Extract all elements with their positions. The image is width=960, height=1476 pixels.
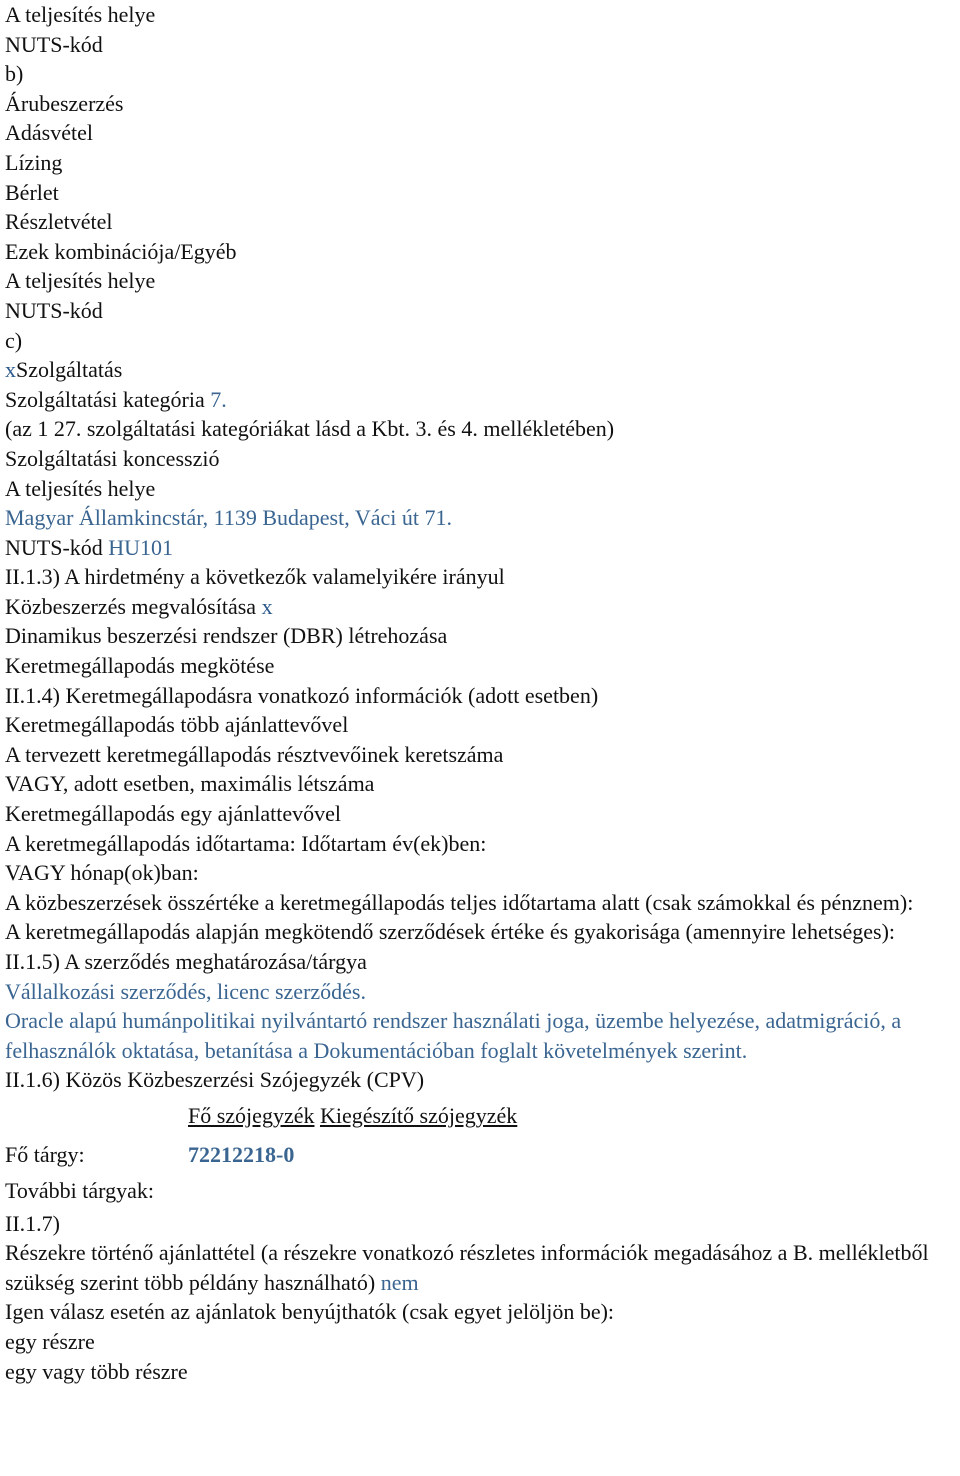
service-category-line <box>5 385 957 415</box>
nuts-line <box>5 533 957 563</box>
nuts-value: HU101 <box>108 534 174 560</box>
framework-info-line: VAGY, adott esetben, maximális létszáma <box>5 771 375 797</box>
section-ii14-heading: II.1.4) Keretmegállapodásra vonatkozó információk (adott esetben) <box>5 682 599 708</box>
goods-option: Bérlet <box>5 179 59 205</box>
place-label: A teljesítés helye <box>5 2 156 27</box>
nuts-label: NUTS-kód <box>5 297 103 323</box>
framework-contract-value: A keretmegállapodás alapján megkötendő szerződések értéke és gyakorisága (amennyire lehetséges): <box>5 919 896 945</box>
cpv-column-headers <box>5 1101 957 1131</box>
framework-info-line: Keretmegállapodás több ajánlattevővel <box>5 712 349 738</box>
framework-total-value: A közbeszerzések összértéke a keretmegállapodás teljes időtartama alatt (csak számokkal és pénznem): <box>5 889 914 915</box>
framework-option: Keretmegállapodás megkötése <box>5 653 275 679</box>
lots-followup: Igen válasz esetén az ajánlatok benyújthatók (csak egyet jelöljön be): <box>5 1299 615 1325</box>
cpv-main-subject-label: Fő tárgy: <box>5 1141 85 1167</box>
framework-info-line: A keretmegállapodás időtartama: Időtartam év(ek)ben: <box>5 830 487 856</box>
lots-option: egy részre <box>5 1328 95 1354</box>
framework-info-line: Keretmegállapodás egy ajánlattevővel <box>5 801 341 827</box>
nuts-label: NUTS-kód <box>5 534 109 560</box>
section-ii13-heading: II.1.3) A hirdetmény a következők valamelyikére irányul <box>5 564 505 590</box>
service-title: Szolgáltatás <box>16 357 123 383</box>
procurement-checkmark: x <box>261 593 273 619</box>
section-ii16-heading: II.1.6) Közös Közbeszerzési Szójegyzék (CPV) <box>5 1067 425 1093</box>
cpv-other-subjects-label: További tárgyak: <box>5 1177 154 1203</box>
place-label: A teljesítés helye <box>5 475 156 501</box>
contract-description: Oracle alapú humánpolitikai nyilvántartó rendszer használati joga, üzembe helyezése, adatmigráció, a felhasználók oktatása, betanítása a Dokumentációban foglalt követelmények szerint. <box>5 1008 902 1063</box>
cpv-extra-column: Kiegészítő szójegyzék <box>319 1102 518 1128</box>
nuts-label: NUTS-kód <box>5 31 103 57</box>
goods-option: Részletvétel <box>5 209 113 235</box>
section-b-title: Árubeszerzés <box>5 90 124 116</box>
framework-info-line: A tervezett keretmegállapodás résztvevőinek keretszáma <box>5 741 504 767</box>
lots-question <box>5 1238 957 1297</box>
cpv-main-subject-code: 72212218-0 <box>188 1141 295 1167</box>
dbr-option: Dinamikus beszerzési rendszer (DBR) létrehozása <box>5 623 448 649</box>
section-ii15-heading: II.1.5) A szerződés meghatározása/tárgya <box>5 949 367 974</box>
section-b-letter: b) <box>5 61 24 87</box>
place-value: Magyar Államkincstár, 1139 Budapest, Váci út 71. <box>5 505 452 531</box>
procurement-label: Közbeszerzés megvalósítása <box>5 593 262 619</box>
service-category-value: 7. <box>210 386 227 412</box>
cpv-other-subjects-row <box>5 1173 957 1209</box>
service-checkmark: x <box>5 357 16 383</box>
service-category-label: Szolgáltatási kategória <box>5 386 211 412</box>
section-ii17-heading: II.1.7) <box>5 1210 60 1236</box>
goods-option: Adásvétel <box>5 120 93 146</box>
cpv-main-column: Fő szójegyzék <box>188 1102 315 1128</box>
goods-option: Ezek kombinációja/Egyéb <box>5 238 237 264</box>
service-concession: Szolgáltatási koncesszió <box>5 445 220 471</box>
cpv-main-subject-row <box>5 1137 957 1173</box>
place-label: A teljesítés helye <box>5 268 156 294</box>
lots-question-text: Részekre történő ajánlattétel (a részekre vonatkozó részletes információk megadásához a B. mellékletből szükség szerint több példány használható) <box>5 1240 929 1295</box>
service-category-note: (az 1 27. szolgáltatási kategóriákat lásd a Kbt. 3. és 4. mellékletében) <box>5 416 615 442</box>
lots-answer: nem <box>380 1269 419 1295</box>
contract-type: Vállalkozási szerződés, licenc szerződés. <box>5 978 366 1004</box>
section-c-letter: c) <box>5 327 23 353</box>
procurement-option <box>5 592 957 622</box>
document-page <box>5 0 957 1386</box>
service-line <box>5 355 957 385</box>
lots-option: egy vagy több részre <box>5 1358 188 1384</box>
framework-info-line: VAGY hónap(ok)ban: <box>5 860 199 886</box>
goods-option: Lízing <box>5 149 63 175</box>
